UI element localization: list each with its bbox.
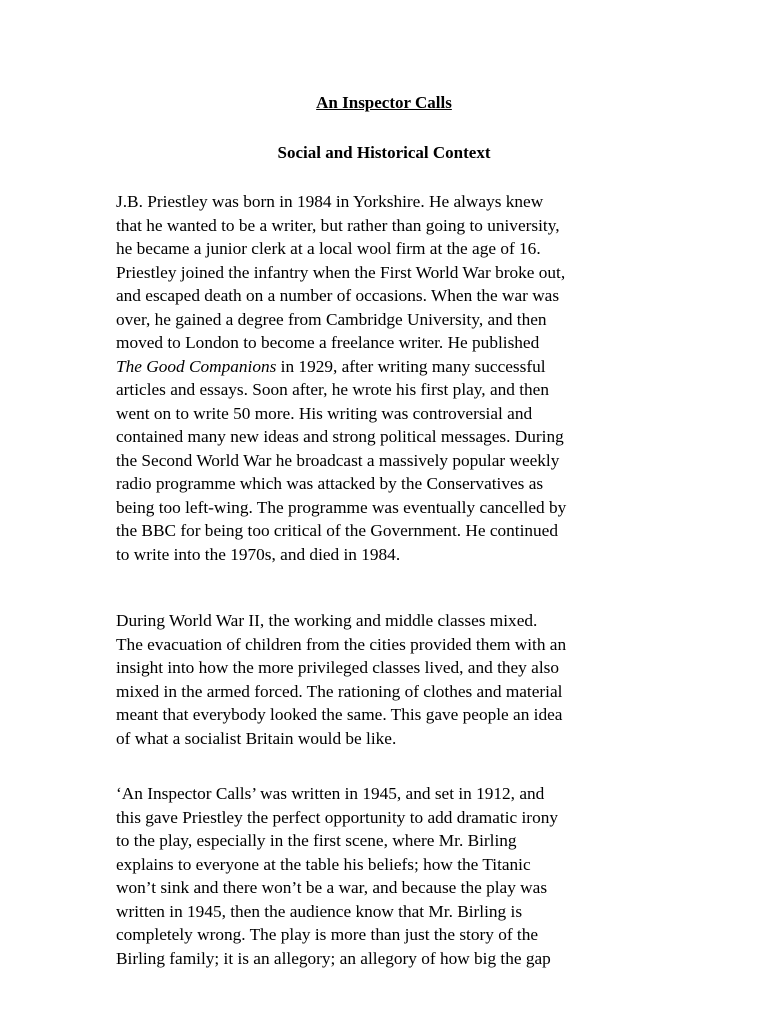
text-line: meant that everybody looked the same. This gave people an idea	[116, 705, 563, 724]
text-line: insight into how the more privileged classes lived, and they also	[116, 658, 559, 677]
text-line: the Second World War he broadcast a massively popular weekly	[116, 450, 560, 470]
text-line: The evacuation of children from the cities provided them with an	[116, 634, 567, 654]
document-subtitle: Social and Historical Context	[277, 143, 491, 162]
text-line: of what a socialist Britain would be like.	[116, 728, 397, 748]
text-line: the BBC for being too critical of the Government. He continued	[116, 521, 558, 540]
paragraph-play-context	[116, 782, 656, 970]
text-line: ‘An Inspector Calls’ was written in 1945, and set in 1912, and	[116, 784, 545, 803]
text-line: to the play, especially in the first scene, where Mr. Birling	[116, 831, 517, 850]
text-line: J.B. Priestley was born in 1984 in Yorkshire. He always knew	[116, 192, 544, 211]
text-line: During World War II, the working and middle classes mixed.	[116, 611, 538, 630]
text-line: Birling family; it is an allegory; an allegory of how big the gap	[116, 948, 551, 968]
text-line: won’t sink and there won’t be a war, and because the play was	[116, 878, 548, 897]
text-line: articles and essays. Soon after, he wrote his first play, and then	[116, 380, 549, 399]
text-line: mixed in the armed forced. The rationing of clothes and material	[116, 681, 563, 701]
text-line: written in 1945, then the audience know that Mr. Birling is	[116, 901, 523, 921]
text-line: explains to everyone at the table his beliefs; how the Titanic	[116, 854, 531, 874]
text-line: being too left-wing. The programme was eventually cancelled by	[116, 497, 567, 517]
text-line: radio programme which was attacked by the Conservatives as	[116, 474, 544, 493]
document-title: An Inspector Calls	[316, 93, 452, 112]
text-line: over, he gained a degree from Cambridge University, and then	[116, 309, 547, 329]
text-line: completely wrong. The play is more than just the story of the	[116, 925, 539, 944]
text-line: he became a junior clerk at a local wool firm at the age of 16.	[116, 239, 541, 258]
text-line: moved to London to become a freelance writer. He published	[116, 333, 540, 352]
text-line: Priestley joined the infantry when the First World War broke out,	[116, 262, 566, 282]
paragraph-biography	[116, 190, 656, 566]
text-line: that he wanted to be a writer, but rather than going to university,	[116, 215, 560, 235]
book-title: The Good Companions	[116, 356, 277, 376]
text-line: this gave Priestley the perfect opportunity to add dramatic irony	[116, 807, 558, 827]
paragraph-wartime	[116, 609, 656, 750]
text-line-rest: in 1929, after writing many successful	[276, 356, 546, 376]
text-line: and escaped death on a number of occasions. When the war was	[116, 286, 560, 305]
text-line: contained many new ideas and strong political messages. During	[116, 427, 564, 446]
text-line	[116, 355, 656, 379]
text-line: went on to write 50 more. His writing was controversial and	[116, 403, 533, 423]
text-line: to write into the 1970s, and died in 1984.	[116, 544, 401, 564]
